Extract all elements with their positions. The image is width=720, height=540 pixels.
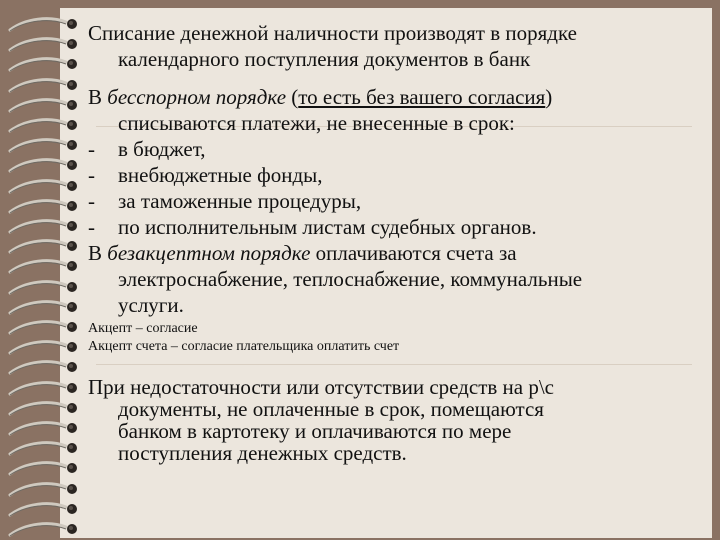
text-fragment: В (88, 85, 108, 109)
text-line: электроснабжение, теплоснабжение, коммунальные (118, 267, 583, 291)
binding-ring (6, 176, 78, 196)
binding-ring (6, 277, 78, 297)
binding-ring (6, 155, 78, 175)
text-line: Списание денежной наличности производят в порядке (88, 21, 577, 45)
text-line: банком в картотеку и оплачиваются по мере (118, 419, 512, 443)
list-item-text: по исполнительным листам судебных органов. (118, 215, 537, 239)
binding-ring (6, 458, 78, 478)
binding-ring (6, 479, 78, 499)
paragraph-insufficient-funds (88, 376, 708, 464)
text-line: услуги. (118, 293, 184, 317)
text-line: списываются платежи, не внесенные в срок: (118, 111, 515, 135)
list-item (88, 188, 708, 214)
dash-marker: - (88, 137, 95, 161)
binding-ring (6, 135, 78, 155)
text-fragment: оплачиваются счета за (310, 241, 517, 265)
paragraph-undisputed-order (88, 84, 708, 136)
note-line: Акцепт – согласие (88, 321, 198, 336)
list-item (88, 136, 708, 162)
dash-marker: - (88, 163, 95, 187)
italic-term: бесспорном порядке (107, 85, 287, 109)
text-fragment: ) (545, 85, 553, 109)
text-line: календарного поступления документов в банк (118, 47, 531, 71)
text-fragment: В (88, 241, 108, 265)
binding-ring (6, 357, 78, 377)
binding-ring (6, 115, 78, 135)
paragraph-writeoff-order (88, 20, 708, 72)
binding-ring (6, 519, 78, 539)
text-line: документы, не оплаченные в срок, помещаются (118, 397, 544, 421)
slide-content (88, 20, 708, 464)
binding-ring (6, 236, 78, 256)
binding-ring (6, 14, 78, 34)
italic-term: безакцептном порядке (107, 241, 311, 265)
binding-ring (6, 499, 78, 519)
binding-ring (6, 75, 78, 95)
text-fragment: ( (286, 85, 299, 109)
binding-ring (6, 216, 78, 236)
list-item-text: внебюджетные фонды, (118, 163, 323, 187)
payments-list (88, 136, 708, 240)
binding-ring (6, 378, 78, 398)
underlined-text: то есть без вашего согласия (298, 85, 546, 109)
list-item-text: в бюджет, (118, 137, 206, 161)
dash-marker: - (88, 189, 95, 213)
text-line: поступления денежных средств. (118, 441, 407, 465)
acceptance-notes (88, 320, 708, 356)
binding-ring (6, 297, 78, 317)
binding-ring (6, 337, 78, 357)
binding-ring (6, 398, 78, 418)
binding-ring (6, 418, 78, 438)
text-line: При недостаточности или отсутствии средств на р\с (88, 375, 554, 399)
note-line: Акцепт счета – согласие плательщика оплатить счет (88, 339, 400, 354)
binding-ring (6, 256, 78, 276)
binding-ring (6, 317, 78, 337)
spiral-binding (0, 8, 80, 538)
binding-ring (6, 54, 78, 74)
binding-ring (6, 95, 78, 115)
list-item (88, 214, 708, 240)
binding-ring (6, 34, 78, 54)
binding-ring (6, 438, 78, 458)
list-item-text: за таможенные процедуры, (118, 189, 362, 213)
paragraph-acceptless-order (88, 240, 708, 318)
binding-ring (6, 196, 78, 216)
dash-marker: - (88, 215, 95, 239)
list-item (88, 162, 708, 188)
